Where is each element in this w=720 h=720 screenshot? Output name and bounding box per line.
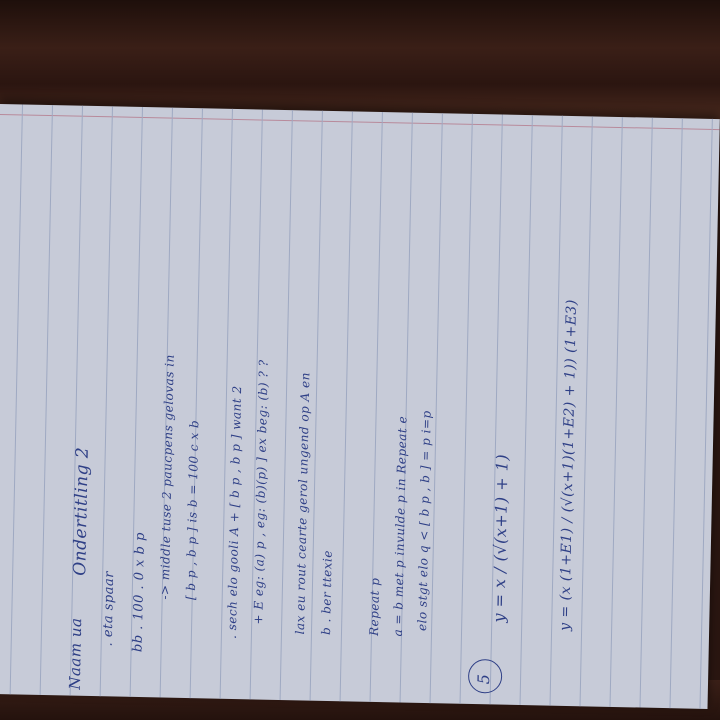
note-line: bb . 100 . 0 x b p <box>130 531 149 653</box>
note-line: lax eu rout cearte gerol ungend op A en <box>292 371 313 635</box>
note-line: . sech elo gooli A + [ b p , b p ] want 2 <box>224 385 245 640</box>
formula-two: y = (x (1+E1) / (√(x+1)(1+E2) + 1)) (1+E3) <box>557 299 581 632</box>
note-line: . eta spaar <box>100 570 118 647</box>
note-line: + E eg: (a) p , eg: (b)(p) ] ex beg: (b) ? ? <box>251 359 271 625</box>
note-line: b . ber ttexie <box>318 549 335 636</box>
name-label: Naam ua <box>65 617 86 690</box>
question-number: 5 <box>473 673 494 685</box>
note-line: elo stgt elo q < [ b p , b ] = p i=p <box>415 410 434 632</box>
wooden-table-top <box>0 0 720 120</box>
lined-paper-sheet <box>0 104 720 709</box>
note-line: a = b met p invulde p in Repeat e <box>390 415 410 637</box>
handwritten-notes <box>0 104 720 709</box>
note-line: [ b p , b p ] is b = 100 c x b <box>183 419 202 601</box>
note-line: Repeat p <box>366 577 383 637</box>
notes-title: Ondertitling 2 <box>70 446 93 576</box>
note-line: -> middle tuse 2 paucpens gelovas in <box>157 354 177 600</box>
formula-one: y = x / (√(x+1) + 1) <box>489 453 512 623</box>
